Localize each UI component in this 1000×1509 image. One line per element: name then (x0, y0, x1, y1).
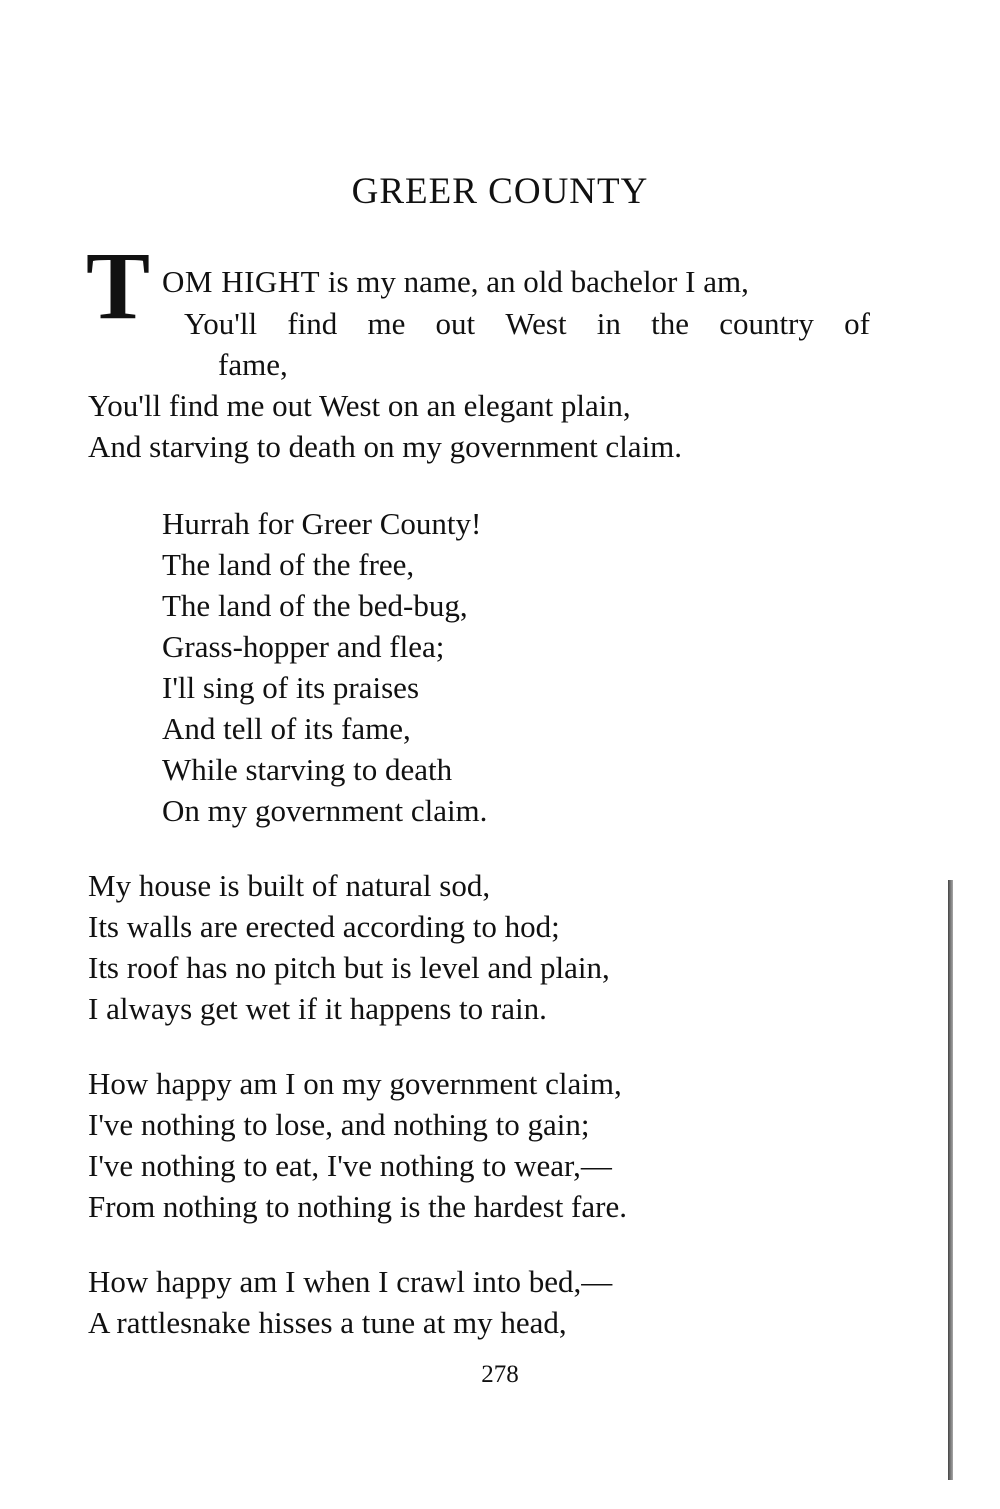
stanza1-line1 (162, 262, 749, 302)
stanza1-line3: fame, (218, 347, 288, 382)
page-number: 278 (481, 1361, 519, 1388)
stanza2-line: My house is built of natural sod, (88, 868, 491, 903)
stanza3-line: From nothing to nothing is the hardest fare. (88, 1189, 627, 1224)
chorus-line: The land of the bed-bug, (162, 588, 468, 623)
stanza1-line2-word: of (844, 306, 870, 341)
stanza1-line2-word: out (435, 306, 476, 341)
stanza1-line2-word: me (367, 306, 406, 341)
stanza1-line2-word: in (596, 306, 621, 341)
stanza3-line: I've nothing to eat, I've nothing to wear,— (88, 1148, 612, 1183)
chorus-line: While starving to death (162, 752, 453, 787)
stanza2-line: Its roof has no pitch but is level and plain, (88, 950, 610, 985)
chorus-line: I'll sing of its praises (162, 670, 420, 705)
stanza3-line: How happy am I on my government claim, (88, 1066, 622, 1101)
chorus-line: The land of the free, (162, 547, 415, 582)
chorus-line: Hurrah for Greer County! (162, 506, 482, 541)
stanza1-line4: You'll find me out West on an elegant plain, (88, 388, 631, 423)
stanza2-line: I always get wet if it happens to rain. (88, 991, 547, 1026)
stanza4-line: How happy am I when I crawl into bed,— (88, 1264, 613, 1299)
stanza1-line2-word: You'll (184, 306, 258, 341)
drop-cap: T (86, 232, 151, 339)
stanza1-line2-word: the (651, 306, 689, 341)
chorus-line: And tell of its fame, (162, 711, 411, 746)
stanza1-line1-rest: is my name, an old bachelor I am, (320, 264, 749, 299)
stanza1-line5: And starving to death on my government claim. (88, 429, 683, 464)
page-title: GREER COUNTY (351, 171, 649, 212)
stanza3-line: I've nothing to lose, and nothing to gain; (88, 1107, 590, 1142)
stanza2-line: Its walls are erected according to hod; (88, 909, 560, 944)
stanza1-line2-word: find (287, 306, 338, 341)
stanza4-line: A rattlesnake hisses a tune at my head, (88, 1305, 567, 1340)
stanza1-line2-word: West (505, 306, 567, 341)
stanza1-line2 (184, 304, 870, 344)
stanza1-line1-caps: OM HIGHT (162, 264, 321, 299)
chorus-line: On my government claim. (162, 793, 488, 828)
stanza1-line2-word: country (719, 306, 814, 341)
scan-edge-shadow (948, 880, 953, 1480)
chorus-line: Grass-hopper and flea; (162, 629, 445, 664)
